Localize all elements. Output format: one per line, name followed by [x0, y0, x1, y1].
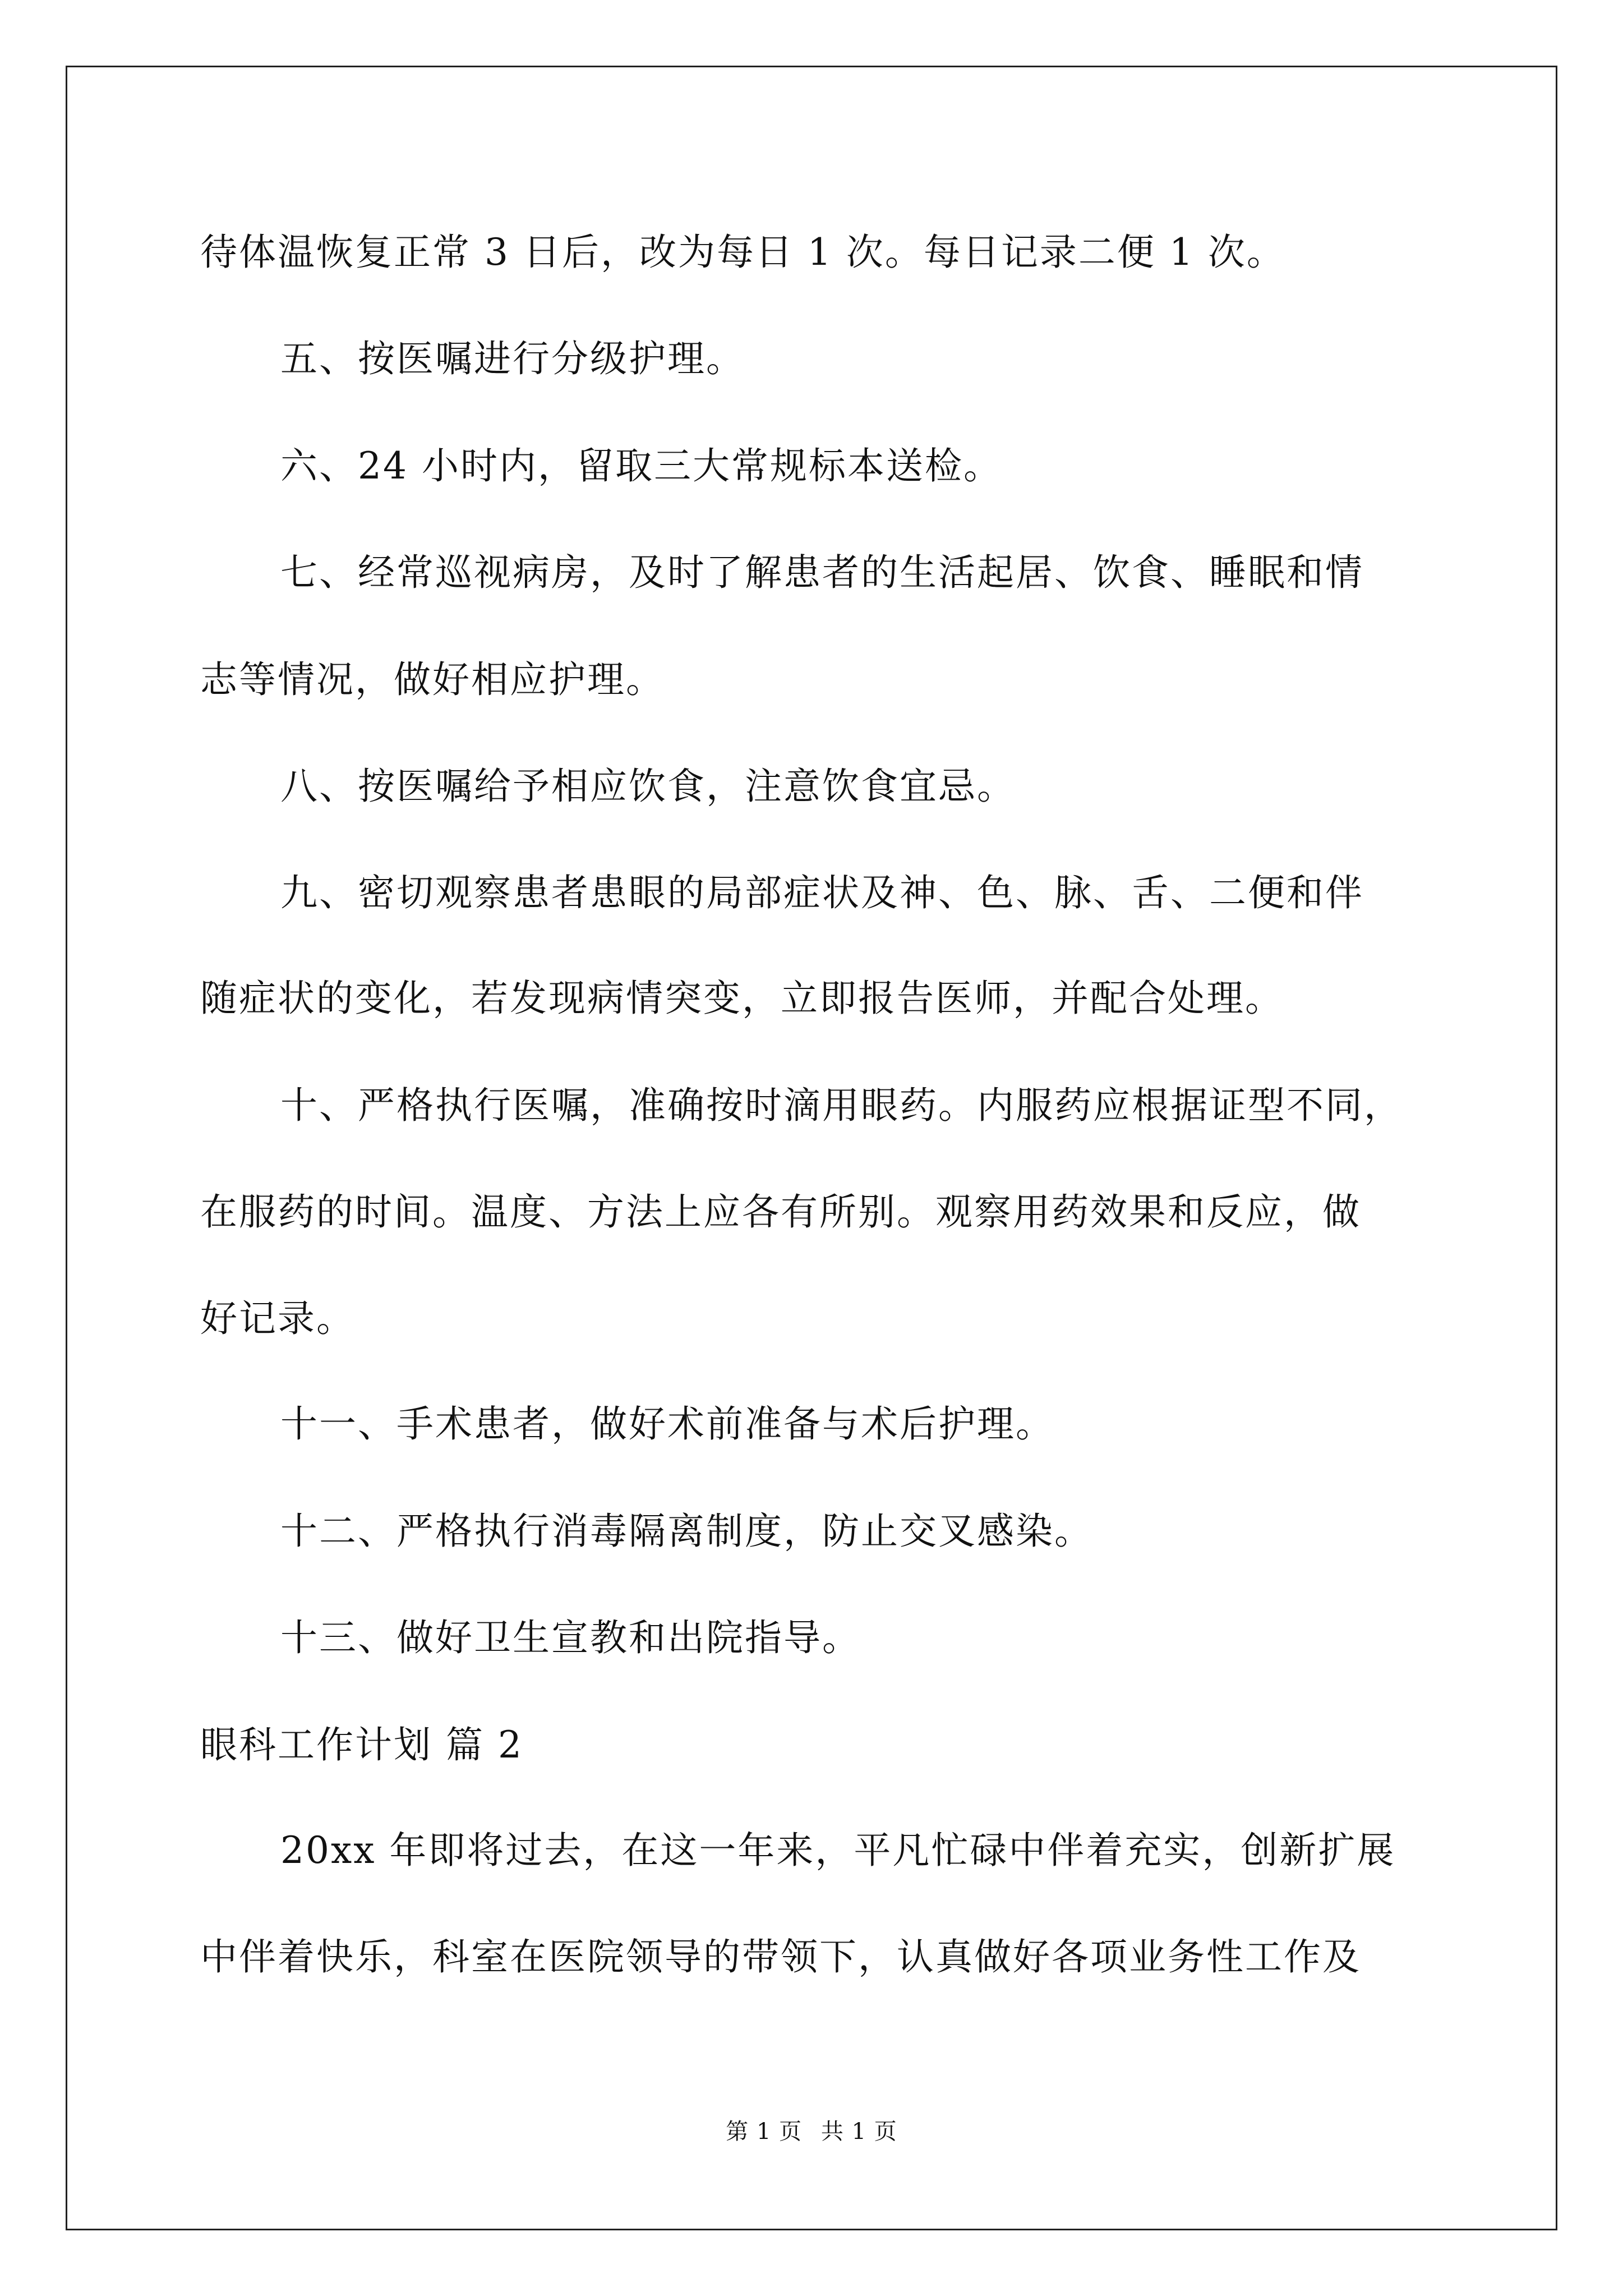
page-footer: [0, 2116, 1623, 2147]
text-line: 待体温恢复正常 3 日后，改为每日 1 次。每日记录二便 1 次。: [200, 231, 1285, 274]
page-border: [66, 66, 1557, 2230]
text-line: 七、经常巡视病房，及时了解患者的生活起居、饮食、睡眠和情: [280, 551, 1364, 594]
text-line: 十二、严格执行消毒隔离制度，防止交叉感染。: [280, 1510, 1093, 1553]
text-line: 九、密切观察患者患眼的局部症状及神、色、脉、舌、二便和伴: [280, 871, 1364, 914]
text-line: 中伴着快乐，科室在医院领导的带领下，认真做好各项业务性工作及: [200, 1935, 1361, 1978]
text-line: 十三、做好卫生宣教和出院指导。: [280, 1616, 861, 1659]
text-line: 五、按医嘱进行分级护理。: [280, 337, 745, 380]
text-line: 十、严格执行医嘱，准确按时滴用眼药。内服药应根据证型不同，: [280, 1084, 1403, 1127]
text-line: 八、按医嘱给予相应饮食，注意饮食宜忌。: [280, 765, 1016, 808]
section-heading: 眼科工作计划 篇 2: [200, 1723, 523, 1766]
text-line: 在服药的时间。温度、方法上应各有所别。观察用药效果和反应，做: [200, 1190, 1361, 1234]
page-number: 第 1 页: [726, 2119, 803, 2145]
text-line: 十一、手术患者，做好术前准备与术后护理。: [280, 1402, 1054, 1446]
text-line: 20xx 年即将过去，在这一年来，平凡忙碌中伴着充实，创新扩展: [280, 1829, 1396, 1872]
text-line: 六、24 小时内，留取三大常规标本送检。: [280, 444, 1002, 487]
text-line: 好记录。: [200, 1297, 355, 1340]
text-line: 志等情况，做好相应护理。: [200, 658, 665, 701]
page-total: 共 1 页: [820, 2119, 897, 2145]
text-line: 随症状的变化，若发现病情突变，立即报告医师，并配合处理。: [200, 977, 1284, 1020]
